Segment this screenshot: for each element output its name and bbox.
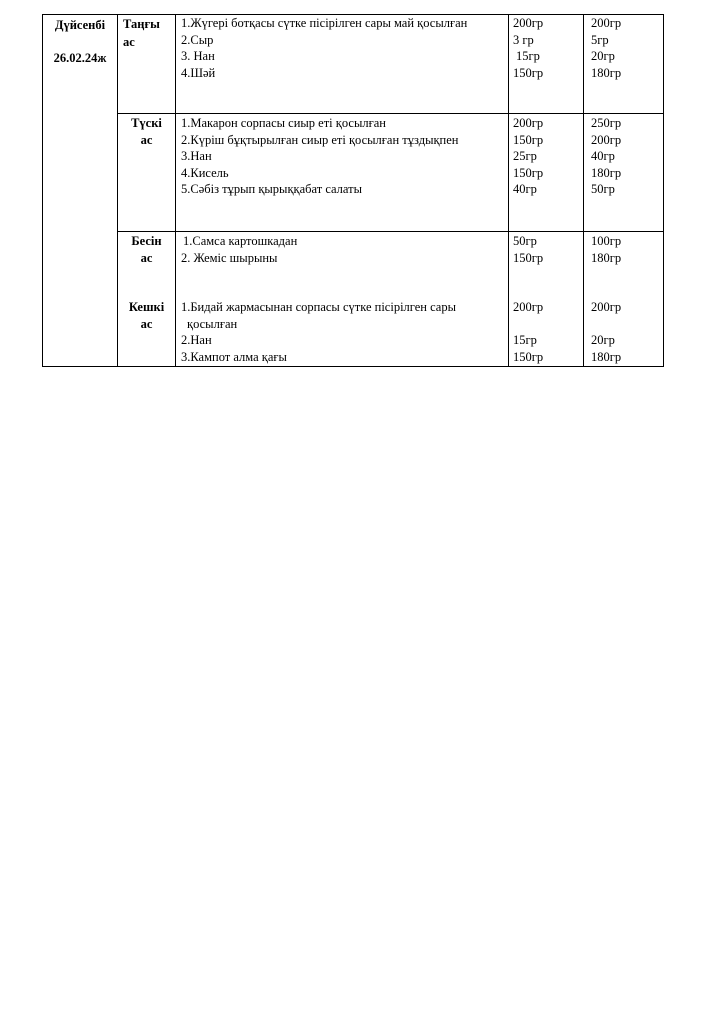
list-item: 3.Нан [181,149,212,163]
quantity-value: 200гр [591,16,622,30]
quantity-col2-snack-dinner [584,232,664,367]
quantity-value: 180гр [591,65,622,80]
dish-list-breakfast [176,15,509,114]
quantity-value: 200гр [591,132,622,147]
day-date: 26.02.24ж [53,50,107,65]
quantity-value: 180гр [591,250,622,265]
quantity-value: 150гр [513,165,544,180]
meal-name-snack-dinner [118,232,176,367]
quantity-col1-breakfast [509,15,584,114]
meal-name-lunch [118,114,176,232]
table-row-snack-dinner [43,232,664,367]
list-item: 2.Сыр [181,32,214,47]
list-item: 2.Нан [181,333,212,347]
quantity-col1-snack-dinner [509,232,584,367]
list-item: 3.Кампот алма қағы [181,349,287,364]
list-item: 4.Кисель [181,165,229,180]
meal-name-line2: ас [140,316,153,331]
quantity-value: 15гр [513,333,537,347]
meal-name-line2: ас [140,132,153,147]
quantity-value: 3 гр [513,32,534,47]
quantity-col2-breakfast [584,15,664,114]
table-row-lunch [43,114,664,232]
meal-name-line2: ас [123,34,135,49]
list-item: 1.Жүгері ботқасы сүтке пісірілген сары май қосылған [181,16,468,30]
meal-name-line1: Кешкі [128,300,165,314]
meal-name-line2: ас [140,250,153,265]
quantity-value: 15гр [516,49,540,63]
quantity-value: 25гр [513,149,537,163]
menu-table [42,14,664,367]
quantity-value: 20гр [591,49,615,63]
list-item: 1.Самса картошкадан [183,234,298,248]
quantity-value: 20гр [591,333,615,347]
quantity-value: 200гр [513,16,544,30]
list-item: қосылған [187,316,238,331]
quantity-value: 50гр [591,182,615,196]
quantity-col1-lunch [509,114,584,232]
list-item: 2. Жеміс шырыны [181,250,278,265]
quantity-value: 150гр [513,349,544,364]
table-row-breakfast [43,15,664,114]
day-name: Дүйсенбі [54,18,106,32]
meal-name-line1: Түскі [131,116,162,130]
list-item: 4.Шәй [181,65,216,80]
quantity-value: 200гр [513,116,544,130]
quantity-value: 200гр [591,300,622,314]
quantity-col2-lunch [584,114,664,232]
list-item: 3. Нан [181,49,215,63]
list-item: 5.Сәбіз тұрып қырыққабат салаты [181,182,362,196]
list-item: 1.Макарон сорпасы сиыр еті қосылған [181,116,386,130]
quantity-value: 180гр [591,165,622,180]
quantity-value: 180гр [591,349,622,364]
list-item: 1.Бидай жармасынан сорпасы сүтке пісірілген сары [181,300,456,314]
quantity-value: 150гр [513,250,544,265]
quantity-value: 150гр [513,132,544,147]
dish-list-lunch [176,114,509,232]
quantity-value: 250гр [591,116,622,130]
meal-name-line1: Таңғы [123,17,160,31]
dish-list-snack-dinner [176,232,509,367]
meal-name-line1: Бесін [131,234,162,248]
day-cell [43,15,118,367]
quantity-value: 5гр [591,32,609,47]
quantity-value: 40гр [591,149,615,163]
quantity-value: 150гр [513,65,544,80]
quantity-value: 200гр [513,300,544,314]
meal-name-breakfast [118,15,176,114]
list-item: 2.Күріш бұқтырылған сиыр еті қосылған тұздықпен [181,132,459,147]
quantity-value: 100гр [591,234,622,248]
quantity-value: 40гр [513,182,537,196]
quantity-value: 50гр [513,234,537,248]
